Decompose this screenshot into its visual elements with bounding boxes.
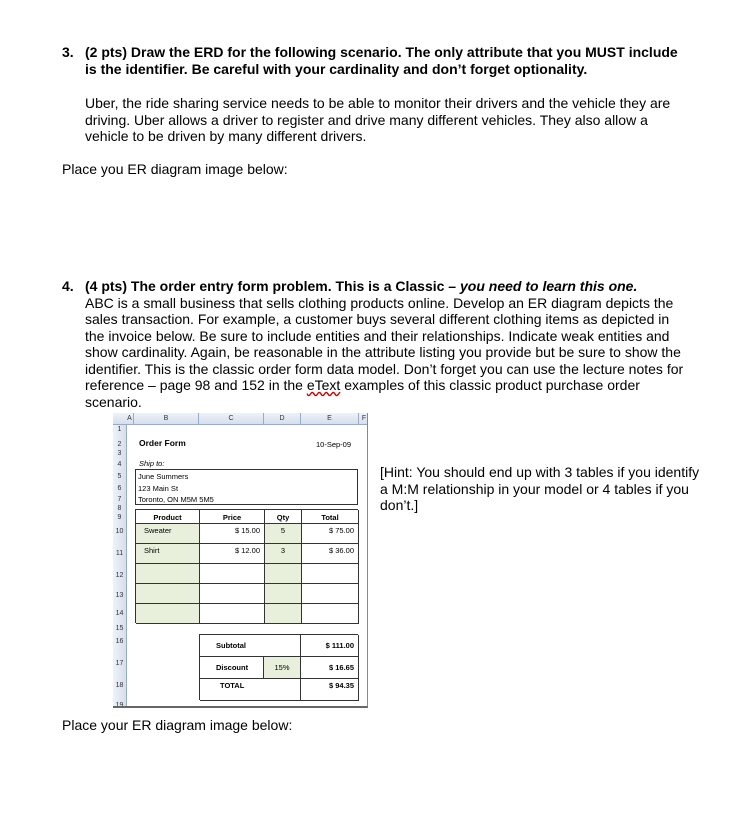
row-number: 1 bbox=[117, 426, 122, 433]
item-total bbox=[302, 584, 359, 604]
item-product bbox=[136, 564, 200, 584]
col-header: D bbox=[264, 413, 301, 425]
discount-rate: 15% bbox=[264, 657, 301, 679]
total-value: $ 94.35 bbox=[301, 679, 359, 701]
q4-etext: eText bbox=[306, 377, 341, 393]
row-number: 3 bbox=[117, 450, 122, 457]
order-form-image bbox=[113, 413, 368, 708]
item-qty bbox=[265, 564, 302, 584]
subtotal-value: $ 111.00 bbox=[301, 635, 359, 657]
ship-to-label: Ship to: bbox=[139, 459, 165, 468]
col-header: E bbox=[301, 413, 359, 425]
header-product: Product bbox=[136, 510, 200, 524]
header-total: Total bbox=[302, 510, 359, 524]
row-number: 11 bbox=[115, 550, 124, 557]
q4-text bbox=[85, 278, 690, 410]
item-qty: 3 bbox=[265, 544, 302, 564]
row-number: 16 bbox=[115, 638, 124, 645]
item-total bbox=[302, 604, 359, 624]
item-product bbox=[136, 584, 200, 604]
q3-number: 3. bbox=[62, 44, 74, 60]
q4-body-end: examples of this classic product purchase order scenario. bbox=[85, 377, 640, 410]
row-number: 10 bbox=[115, 528, 124, 535]
col-header: F bbox=[359, 413, 368, 425]
address-line: 123 Main St bbox=[138, 483, 179, 493]
row-number: 17 bbox=[115, 660, 124, 667]
q4-body: ABC is a small business that sells clothing products online. Develop an ER diagram depicts the sales transaction. For example, a customer buys several different clothing items as depicted in the invoice below. Be sure to include entities and their relationships. Indicate weak entities and show cardinality. Again, be reasonable in the attribute listing you provide but be sure to show the identifier. This is the classic order form data model. Don’t forget you can use the lecture notes for reference – page 98 and 152 in the bbox=[85, 294, 684, 393]
row-number: 12 bbox=[115, 572, 124, 579]
item-price bbox=[200, 564, 265, 584]
q4-place-text: Place your ER diagram image below: bbox=[62, 717, 293, 733]
items-table bbox=[135, 509, 358, 623]
row-number: 13 bbox=[115, 592, 124, 599]
item-product: Shirt bbox=[136, 544, 200, 564]
item-total: $ 75.00 bbox=[302, 524, 359, 544]
row-number: 18 bbox=[115, 682, 124, 689]
q3-body: Uber, the ride sharing service needs to be able to monitor their drivers and the vehicle they are driving. Uber allows a driver to register and drive many different vehicles. They also allow a vehicle to be driven by many different drivers. bbox=[85, 95, 671, 144]
q4-heading-italic: you need to learn this one. bbox=[460, 278, 638, 294]
q3-place-text: Place you ER diagram image below: bbox=[62, 161, 288, 177]
discount-value: $ 16.65 bbox=[301, 657, 359, 679]
col-header: C bbox=[199, 413, 264, 425]
q4-heading: (4 pts) The order entry form problem. This is a Classic – bbox=[85, 278, 460, 294]
row-number: 19 bbox=[115, 702, 124, 708]
item-qty bbox=[265, 604, 302, 624]
form-title: Order Form bbox=[139, 438, 186, 448]
row-number: 5 bbox=[117, 473, 122, 480]
row-number: 7 bbox=[117, 496, 122, 503]
item-qty bbox=[265, 584, 302, 604]
item-price: $ 12.00 bbox=[200, 544, 265, 564]
header-qty: Qty bbox=[265, 510, 302, 524]
item-qty: 5 bbox=[265, 524, 302, 544]
row-number: 14 bbox=[115, 610, 124, 617]
q4-number: 4. bbox=[62, 278, 74, 294]
form-date: 10-Sep-09 bbox=[316, 440, 352, 449]
subtotal-label: Subtotal bbox=[200, 635, 301, 657]
address-line: Toronto, ON M5M 5M5 bbox=[138, 495, 214, 504]
col-header: A bbox=[126, 413, 134, 425]
q3-heading: (2 pts) Draw the ERD for the following scenario. The only attribute that you MUST include is the identifier. Be careful with your cardinality and don’t forget optionality. bbox=[85, 44, 678, 77]
row-number: 15 bbox=[115, 625, 124, 632]
row-number: 9 bbox=[117, 514, 122, 521]
totals-table bbox=[199, 634, 358, 700]
header-price: Price bbox=[200, 510, 265, 524]
col-header: B bbox=[134, 413, 199, 425]
corner-cell bbox=[113, 413, 127, 425]
discount-label: Discount bbox=[200, 657, 264, 679]
address-line: June Summers bbox=[138, 472, 189, 481]
row-number: 8 bbox=[117, 505, 122, 512]
item-product: Sweater bbox=[136, 524, 200, 544]
item-total: $ 36.00 bbox=[302, 544, 359, 564]
item-total bbox=[302, 564, 359, 584]
item-price bbox=[200, 604, 265, 624]
address-box bbox=[135, 469, 358, 505]
item-price bbox=[200, 584, 265, 604]
total-label: TOTAL bbox=[200, 679, 301, 701]
row-number: 6 bbox=[117, 485, 122, 492]
row-number: 4 bbox=[117, 461, 122, 468]
item-product bbox=[136, 604, 200, 624]
item-price: $ 15.00 bbox=[200, 524, 265, 544]
row-number: 2 bbox=[117, 441, 122, 448]
hint-text: [Hint: You should end up with 3 tables if you identify a M:M relationship in your model or 4 tables if you don’t.] bbox=[380, 464, 700, 513]
